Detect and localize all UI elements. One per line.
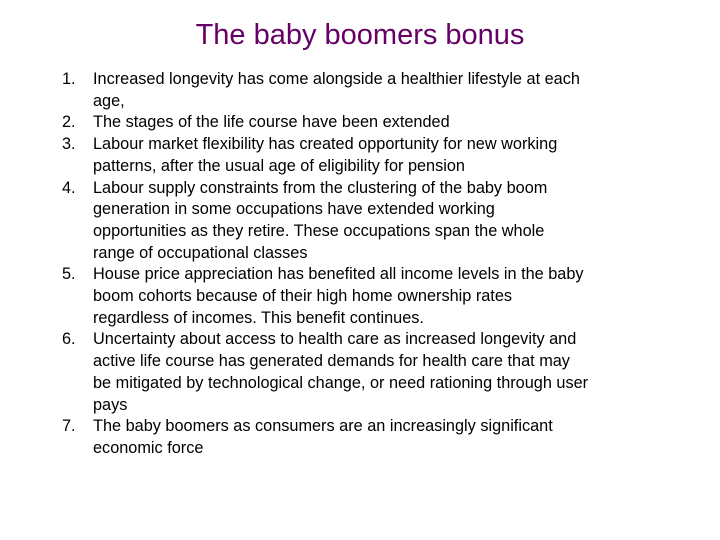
- list-item-number: 1.: [62, 70, 76, 88]
- list-item-text: Uncertainty about access to health care as increased longevity and active life course has generated demands for health care that may be mitigated by technological change, or need rationing through user pays: [93, 330, 589, 414]
- list-item: [62, 416, 662, 459]
- list-item-text: The stages of the life course have been extended: [93, 113, 450, 132]
- list-item-number: 6.: [62, 330, 76, 349]
- list-item: [62, 178, 662, 265]
- list-item-text: Labour market flexibility has created opportunity for new working patterns, after the usual age of eligibility for pension: [93, 135, 558, 175]
- list-item-number: 7.: [62, 417, 76, 436]
- slide-title: The baby boomers bonus: [195, 19, 525, 51]
- list-item-text: Labour supply constraints from the clustering of the baby boom generation in some occupations have extended working opportunities as they retire. These occupations span the whole range of occupational classes: [93, 178, 548, 262]
- list-item-text: House price appreciation has benefited all income levels in the baby boom cohorts because of their high home ownership rates regardless of incomes. This benefit continues.: [93, 265, 584, 327]
- list-item-number: 2.: [62, 113, 76, 132]
- list-item-text: The baby boomers as consumers are an increasingly significant economic force: [93, 417, 553, 457]
- list-item-number: 3.: [62, 135, 76, 154]
- list-item: [62, 134, 662, 177]
- list-item: [62, 69, 662, 112]
- list-item-text: Increased longevity has come alongside a healthier lifestyle at each age,: [93, 70, 580, 110]
- list-item: [62, 329, 662, 416]
- list-item: [62, 112, 662, 134]
- list-item-number: 4.: [62, 178, 76, 197]
- numbered-list: [62, 69, 662, 460]
- list-item: [62, 264, 662, 329]
- list-item-number: 5.: [62, 265, 76, 284]
